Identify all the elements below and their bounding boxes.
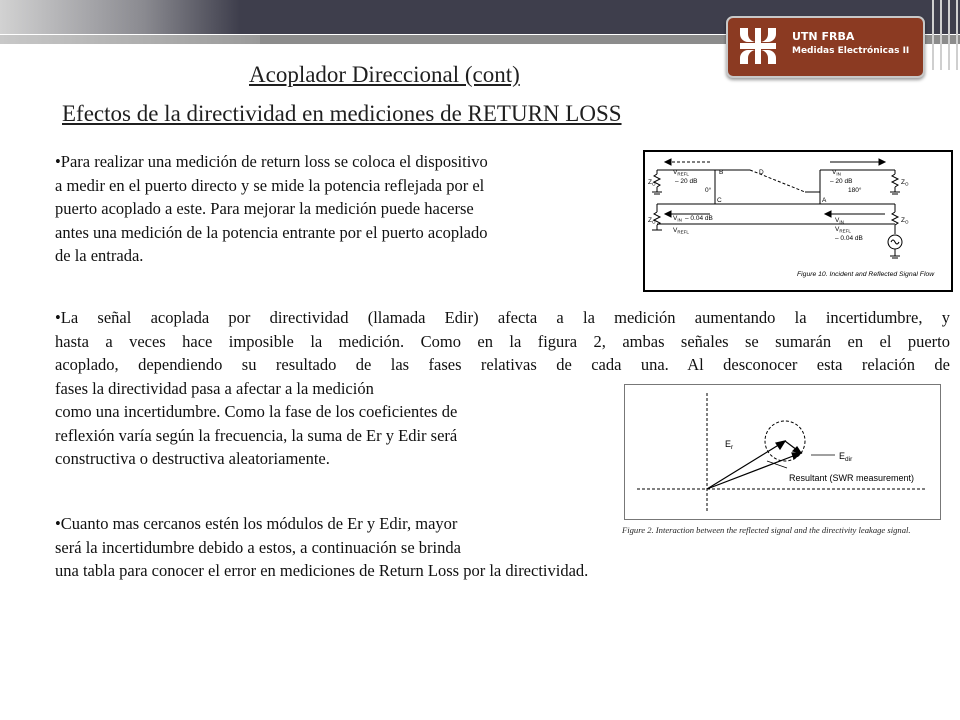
svg-text:B: B xyxy=(719,169,724,176)
signal-flow-diagram xyxy=(645,152,951,290)
bullet-2-line: reflexión varía según la frecuencia, la suma de Er y Edir será xyxy=(55,425,458,445)
svg-text:ZO: $Z_O$ xyxy=(648,217,656,225)
svg-text:180°: 180° xyxy=(848,187,862,194)
vector-diagram-frame xyxy=(624,384,941,520)
figure-vector-interaction xyxy=(622,382,944,542)
bullet-3-line: •Cuanto mas cercanos estén los módulos de Er y Edir, mayor xyxy=(55,514,458,533)
logo-title: UTN FRBA xyxy=(792,30,855,43)
svg-text:ZO: $Z_O$ xyxy=(648,179,656,187)
slide-title: Acoplador Direccional (cont) xyxy=(249,62,520,87)
bullet-2-line: acoplado, dependiendo su resultado de las fases relativas de cada una. Al desconocer esta relación de xyxy=(55,355,950,374)
svg-text:VREFL: $V_{REFL}$ xyxy=(673,227,689,235)
figure-signal-flow xyxy=(643,150,953,292)
svg-text:VIN: $V_{IN}$ xyxy=(835,217,844,225)
svg-text:A: A xyxy=(822,197,827,204)
bullet-2-line: fases la directividad pasa a afectar a la medición xyxy=(55,378,374,398)
vector-diagram xyxy=(625,385,940,519)
slide-subtitle: Efectos de la directividad en mediciones de RETURN LOSS xyxy=(62,101,622,126)
decorative-lines xyxy=(930,0,960,70)
svg-text:– 0.04 dB: – 0.04 dB xyxy=(685,215,713,222)
svg-text:VIN: $V_{IN}$ xyxy=(832,169,841,177)
bullet-2-line: •La señal acoplada por directividad (llamada Edir) afecta a la medición aumentando la incertidumbre, y xyxy=(55,308,950,327)
svg-text:VREFL: $V_{REFL}$ xyxy=(673,169,689,177)
svg-text:Figure 10. Incident and Reflec: Figure 10. Incident and Reflected Signal Flow xyxy=(797,271,935,278)
svg-text:VREFL: $V_{REFL}$ xyxy=(835,226,851,234)
bullet-1-line: de la entrada. xyxy=(55,246,144,265)
svg-text:VIN: $V_{IN}$ xyxy=(673,215,682,223)
svg-text:ZO: $Z_O$ xyxy=(901,179,909,187)
bullet-3-line: una tabla para conocer el error en mediciones de Return Loss por la directividad. xyxy=(55,561,589,580)
bullet-1-line: puerto acoplado a este. Para mejorar la medición puede hacerse xyxy=(55,199,474,218)
bullet-1-line: antes una medición de la potencia entrante por el puerto acoplado xyxy=(55,222,488,242)
svg-text:– 0.04 dB: – 0.04 dB xyxy=(835,235,863,242)
svg-text:– 20 dB: – 20 dB xyxy=(675,178,698,185)
accent-bar-gradient xyxy=(0,35,260,44)
svg-text:– 20 dB: – 20 dB xyxy=(830,178,853,185)
svg-text:D: D xyxy=(759,169,764,176)
bullet-1-line: •Para realizar una medición de return loss se coloca el dispositivo xyxy=(55,152,488,171)
bullet-2-line: como una incertidumbre. Como la fase de los coeficientes de xyxy=(55,402,458,421)
svg-text:C: C xyxy=(717,197,722,204)
utn-logo-icon xyxy=(736,24,780,68)
svg-text:ZO: $Z_O$ xyxy=(901,217,909,225)
bullet-1-line: a medir en el puerto directo y se mide la potencia reflejada por el xyxy=(55,175,485,195)
bullet-2-line: constructiva o destructiva aleatoriamente. xyxy=(55,449,330,468)
figure-2-caption: Figure 2. Interaction between the reflected signal and the directivity leakage signal. xyxy=(622,525,911,535)
bullet-1 xyxy=(55,150,630,268)
utn-logo-badge xyxy=(726,16,925,78)
svg-text:Edir: $E_{dir}$ xyxy=(839,451,853,463)
svg-text:Er: $E_r$ xyxy=(725,439,734,451)
svg-text:Resultant (SWR measurement): Resultant (SWR measurement) xyxy=(789,473,915,483)
top-bar-gradient xyxy=(0,0,240,34)
bullet-3-line: será la incertidumbre debido a estos, a continuación se brinda xyxy=(55,537,461,557)
bullet-2-line: hasta a veces hace imposible la medición. Como en la figura 2, ambas señales se sumarán en el puerto xyxy=(55,331,950,351)
svg-text:0°: 0° xyxy=(705,187,712,194)
logo-subtitle: Medidas Electrónicas II xyxy=(792,46,910,56)
